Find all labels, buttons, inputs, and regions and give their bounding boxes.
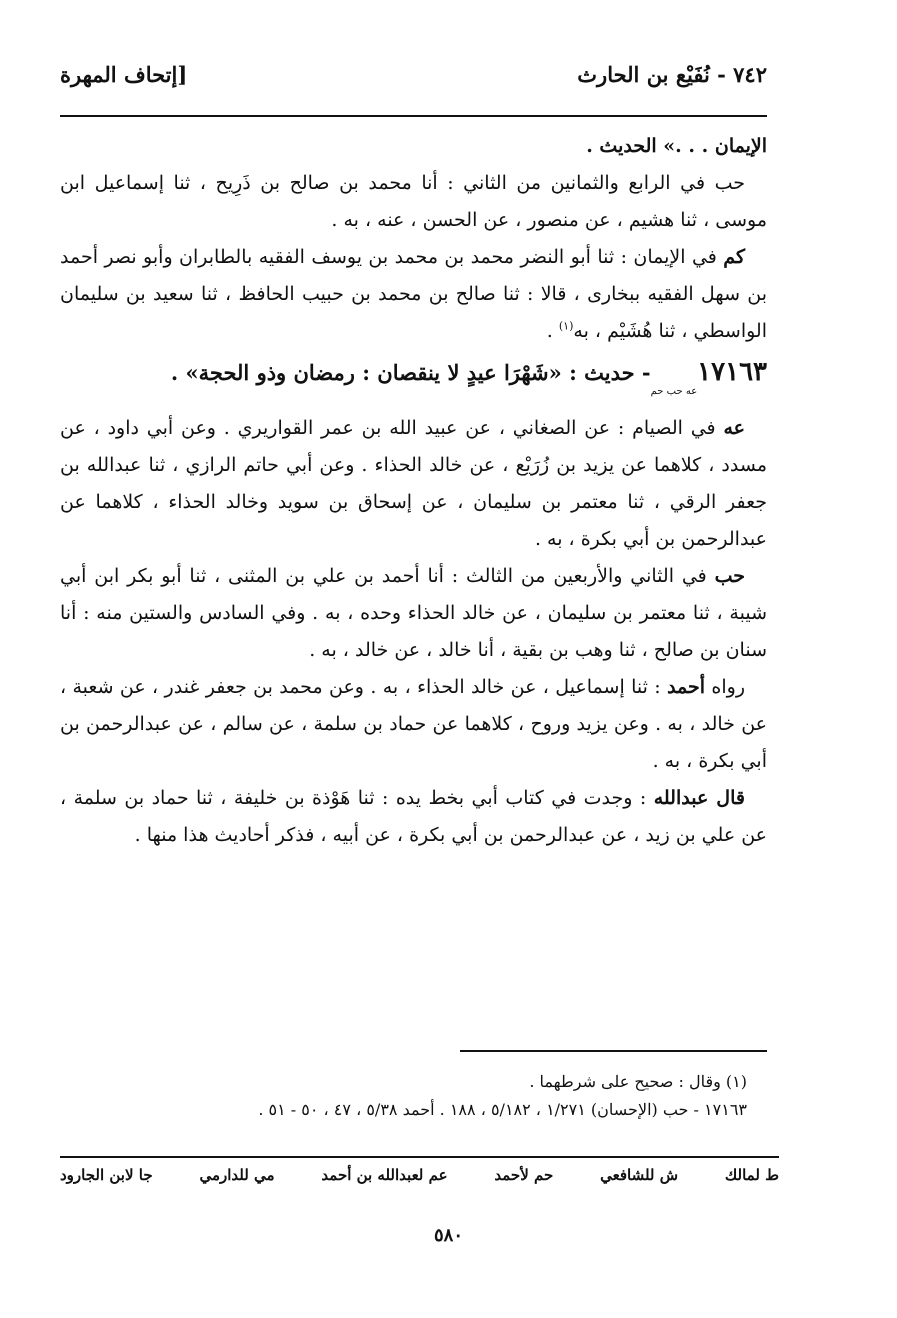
hadith-heading [60, 354, 767, 410]
legend-item: مي للدارمي [199, 1166, 275, 1184]
hadith-text: - حديث : «شَهْرَا عيدٍ لا ينقصان : رمضان وذو الحجة» . [170, 360, 651, 385]
paragraph-hibban-1: حب في الرابع والثمانين من الثاني : أنا محمد بن صالح بن ذَرِيح ، ثنا إسماعيل ابن موسى ، ثنا هشيم ، عن منصور ، عن الحسن ، عنه ، به . [60, 172, 767, 231]
paragraph-ahmad-pre: رواه [705, 676, 745, 698]
legend-divider [60, 1156, 779, 1158]
page-number: ٥٨٠ [433, 1225, 463, 1246]
paragraph-hakim-end: . [546, 320, 559, 342]
paragraph-hakim-text: في الإيمان : ثنا أبو النضر محمد بن محمد بن يوسف الفقيه بالطابران وأبو نصر أحمد بن سهل الفقيه ببخارى ، قالا : ثنا صالح بن محمد بن حبيب الحافظ ، ثنا سعيد بن سليمان الواسطي ، ثنا هُشَيْم ، به [60, 246, 767, 342]
paragraph-hakim [60, 239, 767, 350]
running-header [60, 62, 767, 87]
header-chapter-title: ٧٤٢ - نُفَيْع بن الحارث [577, 62, 767, 87]
paragraph-awana [60, 410, 767, 558]
source-abbrev-kam: كم [723, 246, 745, 268]
footnote-divider [460, 1050, 767, 1052]
hadith-source-symbols: عه حب حم [650, 386, 698, 397]
legend-item: ط لمالك [724, 1166, 779, 1184]
source-name-abdullah: قال عبدالله [653, 787, 745, 809]
legend-item: جا لابن الجارود [60, 1166, 153, 1184]
paragraph-continuation: الإيمان . . .» الحديث . [586, 135, 767, 157]
hadith-number: ١٧١٦٣ [697, 357, 767, 387]
footnote-1: (١) وقال : صحيح على شرطهما . [529, 1072, 747, 1091]
source-abbrev-hb: حب [714, 565, 745, 587]
paragraph-abdullah [60, 780, 767, 854]
abbreviation-legend [60, 1166, 779, 1184]
legend-item: حم لأحمد [494, 1166, 554, 1184]
source-name-ahmad: أحمد [667, 676, 706, 698]
paragraph-awana-text: في الصيام : عن الصغاني ، عن عبيد الله بن عمر القواريري . وعن أبي داود ، عن مسدد ، كلاهما عن يزيد بن زُرَيْع ، عن خالد الحذاء . وعن أبي حاتم الرازي ، ثنا عبدالله بن جعفر الرقي ، ثنا معتمر بن سليمان ، عن إسحاق بن سويد وخالد الحذاء ، كلاهما عن عبدالرحمن بن أبي بكرة ، به . [60, 417, 767, 550]
legend-item: ش للشافعي [600, 1166, 679, 1184]
source-abbrev-ah: عه [723, 417, 745, 439]
paragraph-ahmad [60, 669, 767, 780]
paragraph-ahmad-text: : ثنا إسماعيل ، عن خالد الحذاء ، به . وعن محمد بن جعفر غندر ، عن شعبة ، عن خالد ، به . وعن يزيد وروح ، كلاهما عن حماد بن سلمة ، عن سالم ، عن عبدالرحمن بن أبي بكرة ، به . [60, 676, 767, 772]
footnote-marker: (١) [558, 319, 574, 333]
footnote-references: ١٧١٦٣ - حب (الإحسان) ١/٢٧١ ، ٥/١٨٢ ، ١٨٨ . أحمد ٥/٣٨ ، ٤٧ ، ٥٠ - ٥١ . [258, 1100, 747, 1119]
main-text [60, 128, 767, 854]
header-book-title: [إتحاف المهرة [60, 62, 188, 87]
paragraph-abdullah-text: : وجدت في كتاب أبي بخط يده : ثنا هَوْذة بن خليفة ، ثنا حماد بن سلمة ، عن علي بن زيد ، عن عبدالرحمن بن أبي بكرة ، عن أبيه ، فذكر أحاديث هذا منها . [60, 787, 767, 846]
header-divider [60, 115, 767, 117]
paragraph-hibban-2 [60, 558, 767, 669]
paragraph-hibban-2-text: في الثاني والأربعين من الثالث : أنا أحمد بن علي بن المثنى ، ثنا أبو بكر ابن أبي شيبة ، ثنا معتمر بن سليمان ، عن خالد الحذاء وحده ، به . وفي السادس والستين منه : أنا سنان بن صالح ، ثنا وهب بن بقية ، أنا خالد ، عن خالد ، به . [60, 565, 767, 661]
footnotes [60, 1068, 767, 1124]
legend-item: عم لعبدالله بن أحمد [321, 1166, 448, 1184]
